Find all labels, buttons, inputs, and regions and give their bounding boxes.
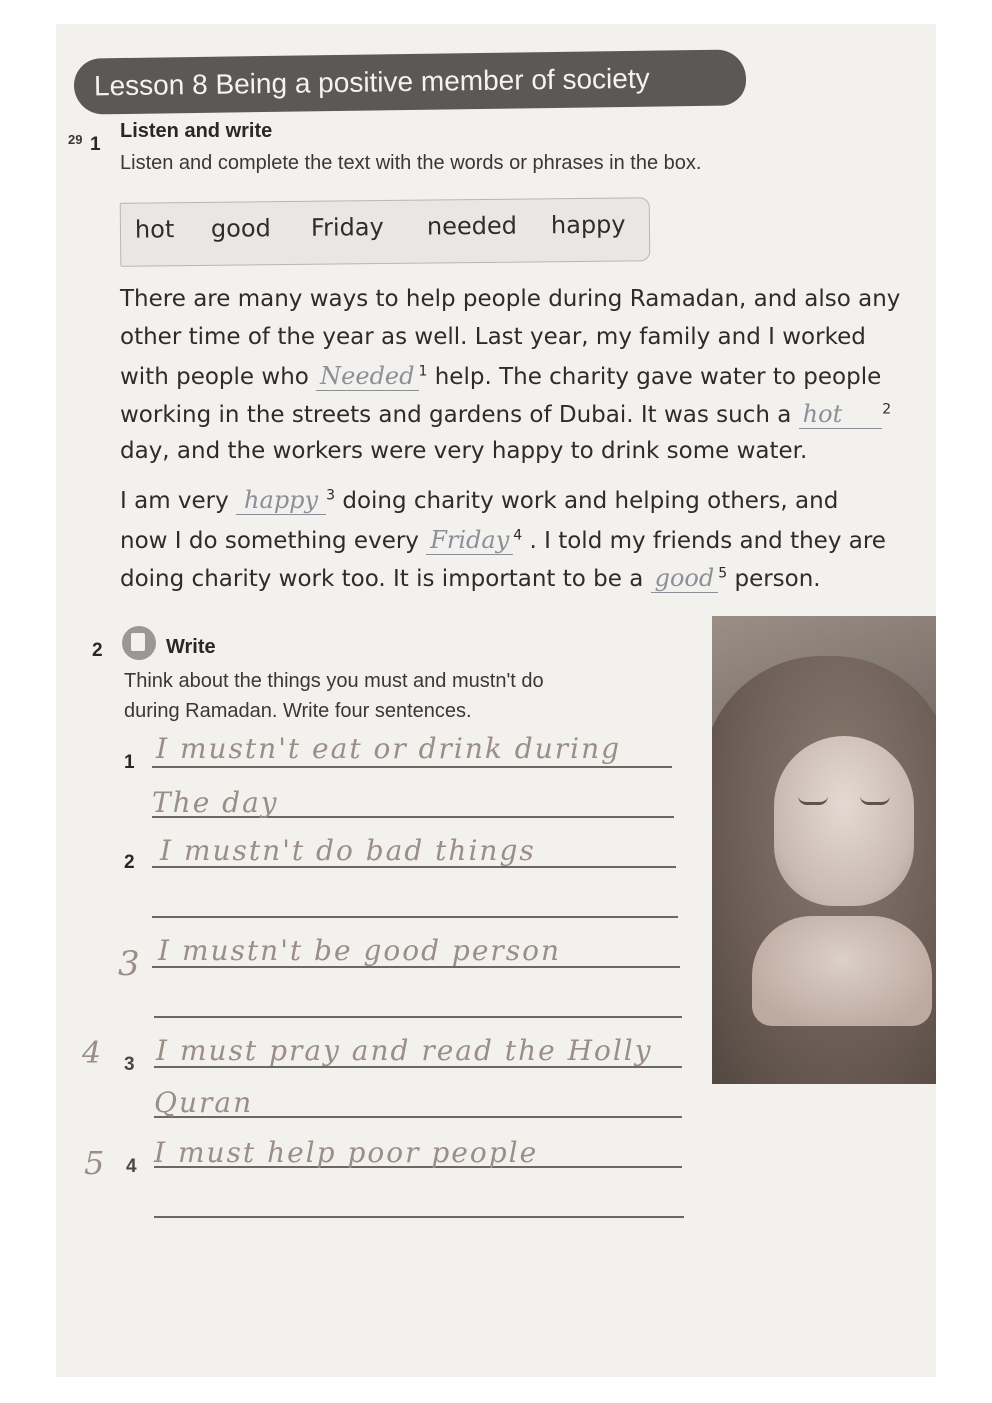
printed-line-number: 1 bbox=[124, 752, 135, 773]
handwritten-number: 5 bbox=[84, 1144, 107, 1182]
eye-shape bbox=[860, 796, 890, 805]
text-line bbox=[120, 362, 881, 390]
exercise1-instruction: Listen and complete the text with the words or phrases in the box. bbox=[120, 152, 702, 174]
box-word: Friday bbox=[310, 213, 384, 242]
writing-line bbox=[154, 1216, 684, 1218]
text-line: There are many ways to help people during Ramadan, and also any bbox=[120, 286, 901, 312]
box-word: hot bbox=[134, 215, 175, 244]
blank-number: 4 bbox=[513, 527, 523, 544]
text-fragment: now I do something every bbox=[120, 528, 419, 554]
handwritten-answer[interactable]: I mustn't eat or drink during bbox=[156, 732, 622, 765]
text-fragment: working in the streets and gardens of Dubai. It was such a bbox=[120, 402, 792, 428]
handwritten-number: 3 bbox=[118, 944, 142, 984]
text-line: other time of the year as well. Last year, my family and I worked bbox=[120, 324, 866, 350]
blank-answer-2[interactable]: hot bbox=[799, 400, 883, 429]
word-box bbox=[120, 197, 651, 267]
handwritten-answer[interactable]: I mustn't be good person bbox=[158, 934, 562, 967]
blank-number: 5 bbox=[718, 565, 728, 582]
text-fragment: with people who bbox=[120, 364, 309, 390]
eye-shape bbox=[798, 796, 828, 805]
blank-number: 2 bbox=[882, 401, 892, 418]
handwritten-answer[interactable]: The day bbox=[152, 786, 279, 819]
printed-line-number: 2 bbox=[124, 852, 135, 873]
text-fragment: doing charity work too. It is important to be a bbox=[120, 566, 644, 592]
exercise2-number: 2 bbox=[92, 640, 103, 661]
blank-answer-3[interactable]: happy bbox=[236, 486, 326, 515]
printed-line-number: 4 bbox=[126, 1156, 137, 1177]
audio-track-number: 29 bbox=[68, 132, 83, 147]
handwritten-answer[interactable]: Quran bbox=[154, 1086, 254, 1119]
box-word: good bbox=[210, 214, 271, 243]
text-fragment: doing charity work and helping others, and bbox=[342, 488, 839, 514]
box-word: needed bbox=[426, 211, 518, 241]
text-fragment: help. The charity gave water to people bbox=[434, 364, 882, 390]
blank-answer-4[interactable]: Friday bbox=[426, 526, 513, 555]
blank-number: 3 bbox=[326, 487, 336, 504]
exercise2-instruction: Think about the things you must and mustn't do bbox=[124, 670, 544, 692]
lesson-title: Lesson 8 Being a positive member of society bbox=[93, 62, 650, 102]
hands-shape bbox=[752, 916, 932, 1026]
workbook-page bbox=[56, 24, 936, 1377]
blank-answer-5[interactable]: good bbox=[651, 564, 719, 593]
blank-answer-1[interactable]: Needed bbox=[316, 362, 418, 391]
writing-line bbox=[152, 766, 672, 768]
exercise2-instruction: during Ramadan. Write four sentences. bbox=[124, 700, 472, 722]
text-line: day, and the workers were very happy to drink some water. bbox=[120, 438, 808, 464]
printed-line-number: 3 bbox=[124, 1054, 135, 1075]
text-fragment: person. bbox=[734, 566, 821, 592]
text-fragment: . I told my friends and they are bbox=[529, 528, 886, 554]
handwritten-answer[interactable]: I must pray and read the Holly bbox=[156, 1034, 653, 1067]
text-line bbox=[120, 526, 886, 554]
text-line bbox=[120, 400, 891, 428]
text-line bbox=[120, 486, 838, 514]
exercise1-heading: Listen and write bbox=[120, 120, 273, 142]
box-word: happy bbox=[550, 210, 626, 240]
handwritten-answer[interactable]: I must help poor people bbox=[154, 1136, 539, 1169]
writing-line bbox=[152, 916, 678, 918]
exercise1-number: 1 bbox=[90, 134, 101, 155]
blank-number: 1 bbox=[418, 363, 428, 380]
writing-line bbox=[154, 1016, 682, 1018]
text-line bbox=[120, 564, 821, 592]
pencil-notebook-icon bbox=[122, 626, 156, 660]
lesson-title-banner bbox=[74, 49, 747, 114]
face-shape bbox=[774, 736, 914, 906]
exercise2-heading: Write bbox=[166, 636, 216, 658]
handwritten-answer[interactable]: I mustn't do bad things bbox=[160, 834, 536, 867]
text-fragment: I am very bbox=[120, 488, 229, 514]
praying-girl-photo bbox=[712, 616, 936, 1084]
handwritten-number: 4 bbox=[82, 1036, 104, 1071]
